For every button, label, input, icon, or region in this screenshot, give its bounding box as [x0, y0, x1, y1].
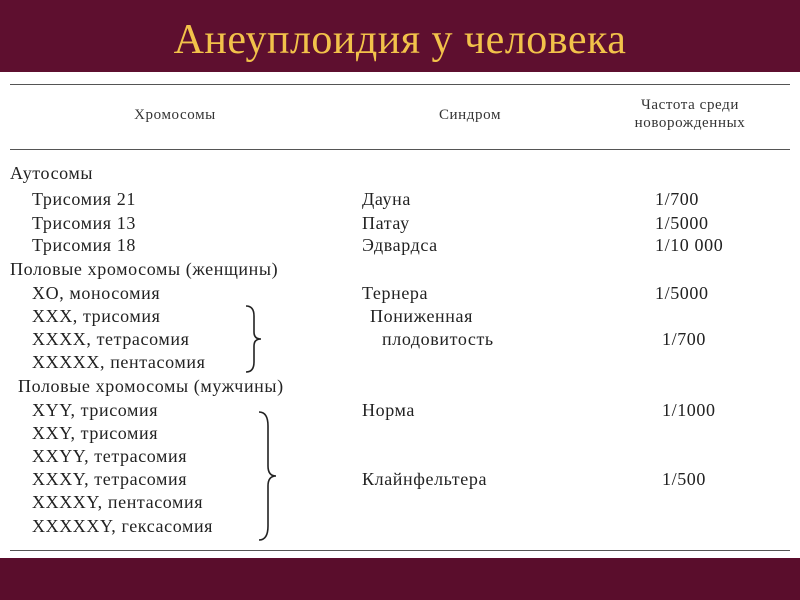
header-chromosomes: Хромосомы — [134, 107, 216, 123]
row-chromosome: Трисомия 18 — [32, 235, 136, 255]
female-group-syndrome-line1: Пониженная — [370, 306, 473, 326]
row-chromosome: XXY, трисомия — [32, 423, 159, 443]
row-chromosome: XXYY, тетрасомия — [32, 446, 188, 466]
female-group-syndrome-line2: плодовитость — [382, 329, 494, 349]
row-frequency: 1/5000 — [655, 283, 709, 303]
row-frequency: 1/5000 — [655, 213, 709, 233]
row-chromosome: Трисомия 21 — [32, 189, 136, 209]
row-chromosome: XXXXY, пентасомия — [32, 492, 204, 512]
header-frequency — [605, 96, 775, 132]
female-group-frequency: 1/700 — [662, 329, 707, 349]
section-female-sex-chromosomes: Половые хромосомы (женщины) — [10, 259, 279, 279]
row-chromosome: XXX, трисомия — [32, 306, 161, 326]
table-bottom-rule — [10, 550, 790, 551]
row-syndrome: Клайнфельтера — [362, 469, 488, 489]
row-chromosome: XXXX, тетрасомия — [32, 329, 190, 349]
header-frequency-line1: Частота среди — [641, 97, 739, 113]
male-group-brace — [254, 410, 280, 542]
row-syndrome: Патау — [362, 213, 410, 233]
row-frequency: 1/10 000 — [655, 235, 724, 255]
row-chromosome: XXXXXY, гексасомия — [32, 516, 214, 536]
table-header-rule — [10, 149, 790, 150]
section-autosomes: Аутосомы — [10, 163, 94, 183]
row-chromosome: XYY, трисомия — [32, 400, 159, 420]
row-chromosome: Трисомия 13 — [32, 213, 136, 233]
row-frequency: 1/700 — [655, 189, 700, 209]
female-group-brace — [242, 304, 264, 374]
row-syndrome: Дауна — [362, 189, 411, 209]
row-chromosome: XO, моносомия — [32, 283, 161, 303]
header-syndrome: Синдром — [438, 107, 502, 123]
row-frequency: 1/500 — [662, 469, 707, 489]
slide-bottom-band — [0, 558, 800, 600]
section-male-sex-chromosomes: Половые хромосомы (мужчины) — [18, 376, 284, 396]
row-frequency: 1/1000 — [662, 400, 716, 420]
table-sheet — [0, 72, 800, 558]
row-chromosome: XXXXX, пентасомия — [32, 352, 206, 372]
row-syndrome: Норма — [362, 400, 415, 420]
row-syndrome: Тернера — [362, 283, 429, 303]
row-syndrome: Эдвардса — [362, 235, 438, 255]
row-chromosome: XXXY, тетрасомия — [32, 469, 188, 489]
header-frequency-line2: новорожденных — [634, 115, 746, 131]
table-top-rule — [10, 84, 790, 85]
slide-title: Анеуплоидия у человека — [173, 17, 627, 63]
